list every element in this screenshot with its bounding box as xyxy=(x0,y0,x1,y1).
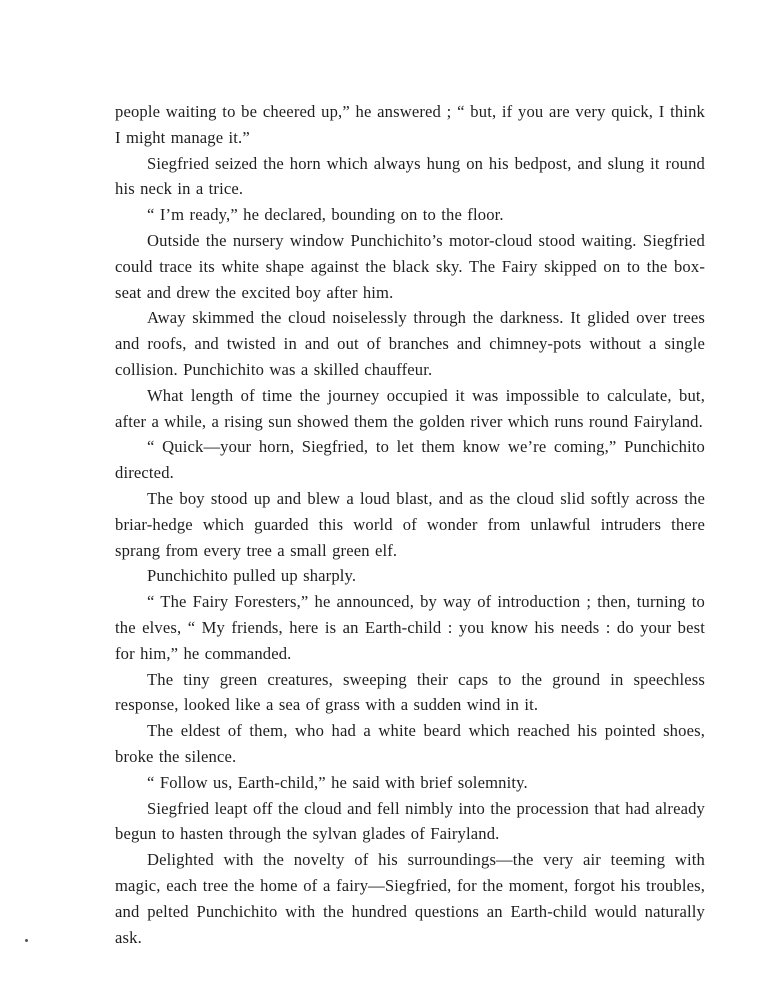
print-speck xyxy=(25,939,28,942)
paragraph-10: “ The Fairy Foresters,” he announced, by way of introduction ; then, turning to the elves, “ My friends, here is an Earth-child : you know his needs : do your best for him,” he commanded. xyxy=(115,592,705,663)
paragraph-9: Punchichito pulled up sharply. xyxy=(147,566,357,586)
paragraph-1: people waiting to be cheered up,” he answered ; “ but, if you are very quick, I think I might manage it.” xyxy=(115,102,705,147)
paragraph-8: The boy stood up and blew a loud blast, and as the cloud slid softly across the briar-hedge which guarded this world of wonder from unlawful intruders there sprang from every tree a small green elf. xyxy=(115,488,705,560)
paragraph-12: The eldest of them, who had a white beard which reached his pointed shoes, broke the silence. xyxy=(115,721,705,766)
body-text xyxy=(115,99,705,950)
paragraph-5: Away skimmed the cloud noiselessly through the darkness. It glided over trees and roofs, and twisted in and out of branches and chimney-pots without a single collision. Punchichito was a skilled chauffeur. xyxy=(115,308,705,379)
paragraph-2: Siegfried seized the horn which always hung on his bedpost, and slung it round his neck in a trice. xyxy=(115,153,705,199)
paragraph-7: “ Quick—your horn, Siegfried, to let them know we’re coming,” Punchichito directed. xyxy=(115,437,705,483)
paragraph-15: Delighted with the novelty of his surroundings—the very air teeming with magic, each tree the home of a fairy—Siegfried, for the moment, forgot his troubles, and pelted Punchichito with the hundred questions an Earth-child would naturally ask. xyxy=(115,850,705,947)
paragraph-14: Siegfried leapt off the cloud and fell nimbly into the procession that had already begun to hasten through the sylvan glades of Fairyland. xyxy=(115,798,705,844)
paragraph-6: What length of time the journey occupied it was impossible to calculate, but, after a while, a rising sun showed them the golden river which runs round Fairyland. xyxy=(115,385,705,431)
paragraph-13: “ Follow us, Earth-child,” he said with brief solemnity. xyxy=(147,772,528,792)
paragraph-4: Outside the nursery window Punchichito’s motor-cloud stood waiting. Siegfried could trace its white shape against the black sky. The Fairy skipped on to the box-seat and drew the excited boy after him. xyxy=(115,230,705,302)
paragraph-11: The tiny green creatures, sweeping their caps to the ground in speechless response, looked like a sea of grass with a sudden wind in it. xyxy=(115,669,705,715)
paragraph-3: “ I’m ready,” he declared, bounding on to the floor. xyxy=(147,205,504,225)
